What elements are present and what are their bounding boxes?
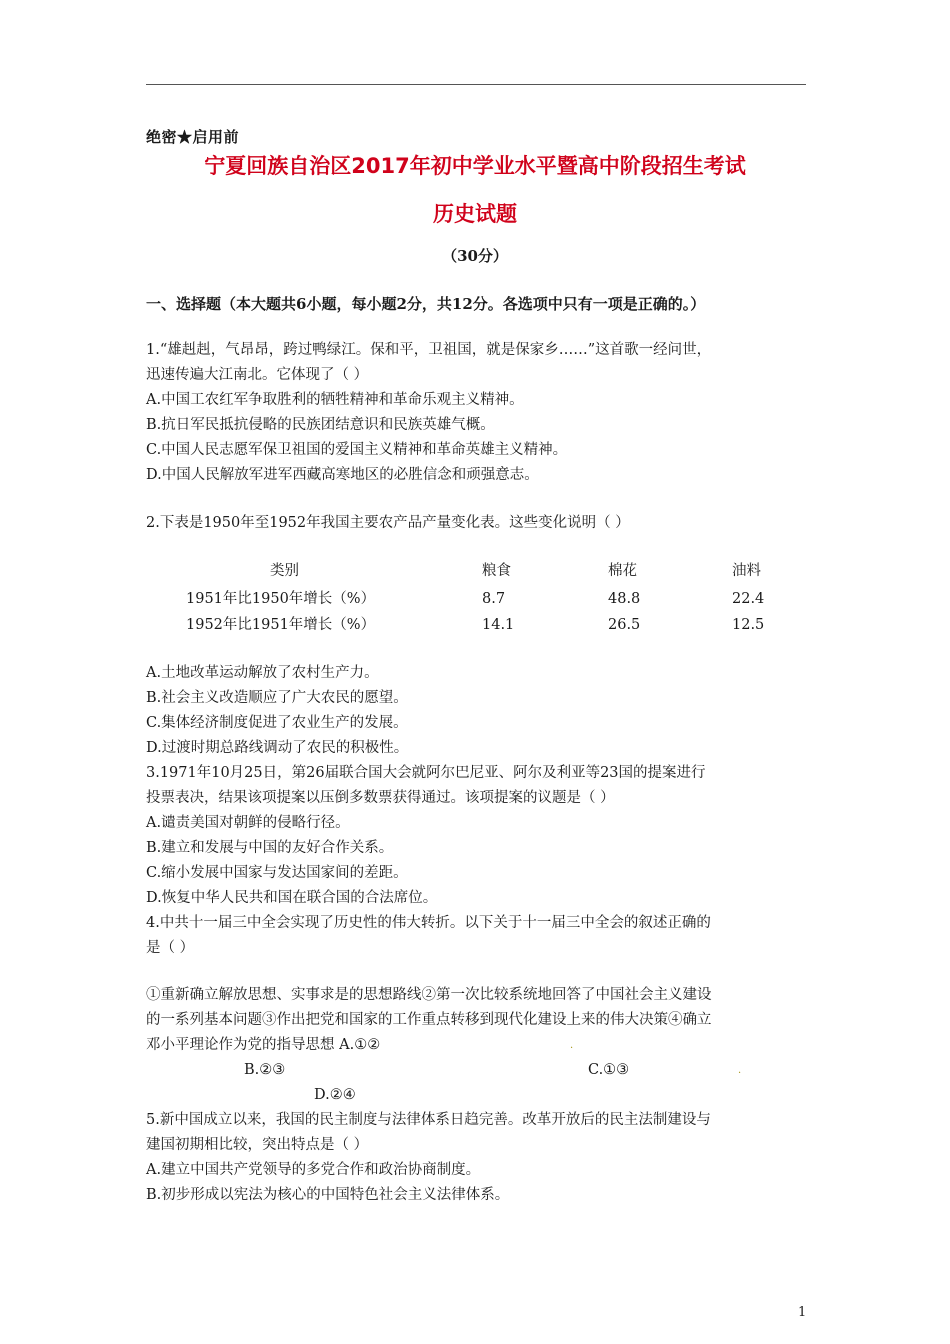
exam-title: 宁夏回族自治区2017年初中学业水平暨高中阶段招生考试: [204, 154, 746, 178]
q5-stem-line2: 建国初期相比较，突出特点是（ ）: [146, 1137, 369, 1153]
q3-stem-line2: 投票表决，结果该项提案以压倒多数票获得通过。该项提案的议题是（ ）: [146, 790, 615, 806]
total-score: （30分）: [442, 247, 508, 265]
table-row1-grain: 8.7: [482, 591, 506, 607]
table-header-cotton: 棉花: [608, 563, 637, 579]
table-row1-cotton: 48.8: [608, 591, 641, 607]
q4-option-c: C.①③: [588, 1062, 630, 1078]
q5-stem-line1: 5.新中国成立以来，我国的民主制度与法律体系日趋完善。改革开放后的民主法制建设与: [146, 1112, 711, 1128]
confidential-label: 绝密★启用前: [146, 128, 240, 146]
exam-subtitle: 历史试题: [433, 202, 517, 226]
q2-option-c: C.集体经济制度促进了农业生产的发展。: [146, 715, 408, 731]
q1-option-d: D.中国人民解放军进军西藏高寒地区的必胜信念和顽强意志。: [146, 467, 539, 483]
stray-mark: ·: [738, 1068, 742, 1079]
q4-items-line3: 邓小平理论作为党的指导思想 A.①②: [146, 1037, 381, 1053]
stray-mark: ·: [570, 1043, 574, 1054]
table-row2-cotton: 26.5: [608, 617, 641, 633]
q1-option-b: B.抗日军民抵抗侵略的民族团结意识和民族英雄气概。: [146, 417, 495, 433]
page-number: 1: [798, 1305, 807, 1320]
q3-option-a: A.谴责美国对朝鲜的侵略行径。: [146, 815, 350, 831]
q3-stem-line1: 3.1971年10月25日，第26届联合国大会就阿尔巴尼亚、阿尔及利亚等23国的提案进行: [146, 765, 706, 781]
q4-stem-line2: 是（ ）: [146, 940, 195, 956]
table-row2-oil: 12.5: [732, 617, 765, 633]
q3-option-c: C.缩小发展中国家与发达国家间的差距。: [146, 865, 408, 881]
q1-option-a: A.中国工农红军争取胜利的牺牲精神和革命乐观主义精神。: [146, 392, 524, 408]
table-header-grain: 粮食: [482, 563, 511, 579]
q4-items-line1: ①重新确立解放思想、实事求是的思想路线②第一次比较系统地回答了中国社会主义建设: [146, 987, 712, 1003]
q5-option-a: A.建立中国共产党领导的多党合作和政治协商制度。: [146, 1162, 481, 1178]
q1-stem-line2: 迅速传遍大江南北。它体现了（ ）: [146, 367, 369, 383]
q1-option-c: C.中国人民志愿军保卫祖国的爱国主义精神和革命英雄主义精神。: [146, 442, 568, 458]
q2-option-d: D.过渡时期总路线调动了农民的积极性。: [146, 740, 409, 756]
q2-option-b: B.社会主义改造顺应了广大农民的愿望。: [146, 690, 408, 706]
table-row1-label: 1951年比1950年增长（%）: [186, 591, 376, 607]
q2-stem: 2.下表是1950年至1952年我国主要农产品产量变化表。这些变化说明（ ）: [146, 515, 630, 531]
table-row2-grain: 14.1: [482, 617, 515, 633]
header-rule: [146, 84, 806, 85]
q5-option-b: B.初步形成以宪法为核心的中国特色社会主义法律体系。: [146, 1187, 510, 1203]
q4-stem-line1: 4.中共十一届三中全会实现了历史性的伟大转折。以下关于十一届三中全会的叙述正确的: [146, 915, 711, 931]
q4-items-line2: 的一系列基本问题③作出把党和国家的工作重点转移到现代化建设上来的伟大决策④确立: [146, 1012, 712, 1028]
q4-option-b: B.②③: [244, 1062, 286, 1078]
q1-stem-line1: 1.“雄赳赳，气昂昂，跨过鸭绿江。保和平，卫祖国，就是保家乡……”这首歌一经问世，: [146, 342, 712, 358]
table-row1-oil: 22.4: [732, 591, 765, 607]
table-row2-label: 1952年比1951年增长（%）: [186, 617, 376, 633]
table-header-category: 类别: [270, 563, 299, 579]
section-heading: 一、选择题（本大题共6小题，每小题2分，共12分。各选项中只有一项是正确的。）: [146, 295, 706, 313]
q3-option-d: D.恢复中华人民共和国在联合国的合法席位。: [146, 890, 438, 906]
table-header-oil: 油料: [732, 563, 761, 579]
q4-option-d: D.②④: [314, 1087, 356, 1103]
q3-option-b: B.建立和发展与中国的友好合作关系。: [146, 840, 394, 856]
q2-option-a: A.土地改革运动解放了农村生产力。: [146, 665, 379, 681]
